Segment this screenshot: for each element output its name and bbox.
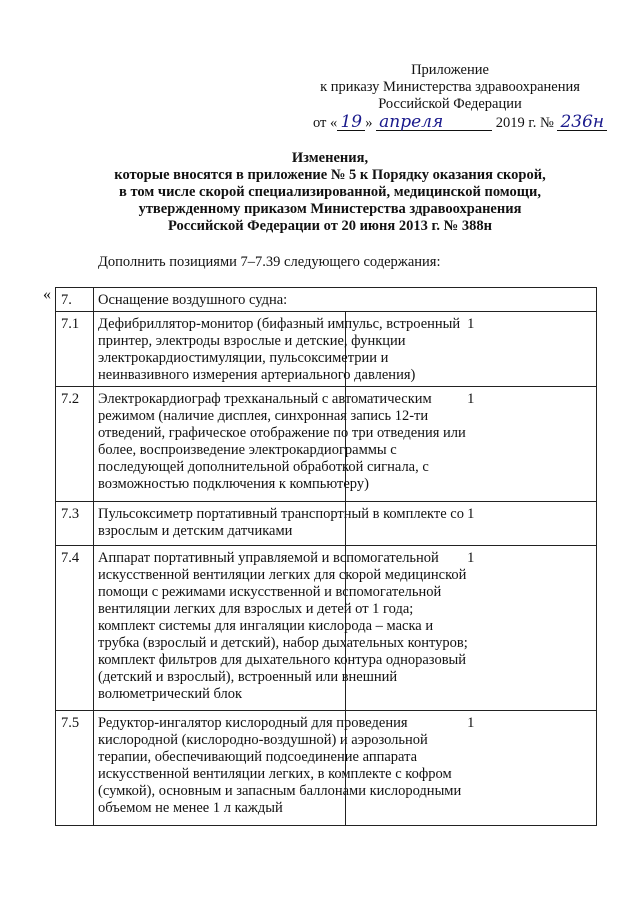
desc-line: Аппарат портативный управляемой и вспомогательной — [98, 550, 439, 566]
desc-line: Электрокардиограф трехканальный с автоматическим — [98, 391, 432, 407]
table-row — [56, 312, 597, 387]
item-number: 7.3 — [56, 502, 94, 546]
desc-line: Дефибриллятор-монитор (бифазный импульс, встроенный — [98, 316, 461, 332]
desc-line: волюметрический блок — [98, 686, 243, 702]
desc-line: вентиляции легких для взрослых и детей от 1 года; — [98, 601, 414, 617]
desc-line: объемом не менее 1 л каждый — [98, 800, 283, 816]
item-quantity: 1 — [345, 711, 597, 826]
handwritten-order-number: 236н — [557, 114, 607, 131]
item-number: 7.1 — [56, 312, 94, 387]
desc-line: режимом (наличие дисплея, синхронная запись 12-ти — [98, 408, 429, 424]
appendix-line: Российской Федерации — [378, 96, 522, 112]
desc-line: принтер, электроды взрослые и детские, функции — [98, 333, 406, 349]
desc-line: искусственной вентиляции легких, в комплекте с кофром — [98, 766, 452, 782]
table-row — [56, 288, 597, 312]
desc-line: электрокардиостимуляции, пульсоксиметрии и — [98, 350, 389, 366]
desc-line: Пульсоксиметр портативный транспортный в комплекте со — [98, 506, 464, 522]
item-description — [94, 312, 461, 387]
appendix-line: Приложение — [411, 62, 489, 78]
item-description — [94, 387, 466, 502]
item-description — [94, 502, 464, 546]
item-number: 7. — [56, 288, 94, 312]
item-quantity: 1 — [345, 387, 597, 502]
item-quantity: 1 — [345, 312, 597, 387]
desc-line: помощи с режимами искусственной и вспомогательной — [98, 584, 442, 600]
desc-line: комплект фильтров для дыхательного контура одноразовый — [98, 652, 467, 668]
item-quantity: 1 — [345, 502, 597, 546]
desc-line: отведений, графическое отображение по три отведения или — [98, 425, 466, 441]
order-date-line — [313, 114, 607, 132]
desc-line: искусственной вентиляции легких для скорой медицинской — [98, 567, 467, 583]
desc-line: более, воспроизведение электрокардиограммы с — [98, 442, 397, 458]
desc-line: Редуктор-ингалятор кислородный для проведения — [98, 715, 408, 731]
item-quantity: 1 — [345, 546, 597, 711]
desc-line: (сумкой), основным и запасным баллонами кислородными — [98, 783, 462, 799]
intro-text: Дополнить позициями 7–7.39 следующего содержания: — [98, 254, 441, 270]
desc-line: комплект системы для ингаляции кислорода – маска и — [98, 618, 434, 634]
table-row — [56, 387, 597, 502]
appendix-line: к приказу Министерства здравоохранения — [320, 79, 580, 95]
item-number: 7.4 — [56, 546, 94, 711]
date-mid: » — [365, 115, 373, 131]
handwritten-month: апреля — [376, 114, 492, 131]
table-row — [56, 502, 597, 546]
table-row — [56, 711, 597, 826]
desc-line: возможностью подключения к компьютеру) — [98, 476, 369, 492]
title-line: в том числе скорой специализированной, медицинской помощи, — [119, 184, 541, 200]
item-description — [94, 711, 462, 826]
date-prefix: от « — [313, 115, 338, 131]
equipment-table — [55, 287, 597, 826]
open-quote: « — [43, 286, 51, 303]
title-line: которые вносятся в приложение № 5 к Порядку оказания скорой, — [114, 167, 546, 183]
document-title — [70, 150, 590, 235]
desc-line: трубка (взрослый и детский), набор дыхательных контуров; — [98, 635, 468, 651]
table-row — [56, 546, 597, 711]
appendix-header — [300, 62, 600, 113]
date-year: 2019 г. № — [495, 115, 554, 131]
desc-line: кислородной (кислородно-воздушной) и аэрозольной — [98, 732, 428, 748]
desc-line: взрослым и детским датчиками — [98, 523, 293, 539]
desc-line: (детский и взрослый), встроенный или внешний — [98, 669, 398, 685]
handwritten-day: 19 — [337, 114, 365, 131]
item-description — [94, 546, 468, 711]
item-number: 7.2 — [56, 387, 94, 502]
item-description: Оснащение воздушного судна: — [94, 288, 597, 312]
desc-line: терапии, обеспечивающий подсоединение аппарата — [98, 749, 418, 765]
title-line: Российской Федерации от 20 июня 2013 г. № 388н — [168, 218, 492, 234]
desc-line: неинвазивного измерения артериального давления) — [98, 367, 416, 383]
title-line: утвержденному приказом Министерства здравоохранения — [138, 201, 522, 217]
title-line: Изменения, — [291, 150, 369, 166]
item-number: 7.5 — [56, 711, 94, 826]
desc-line: последующей дополнительной обработкой сигнала, с — [98, 459, 429, 475]
